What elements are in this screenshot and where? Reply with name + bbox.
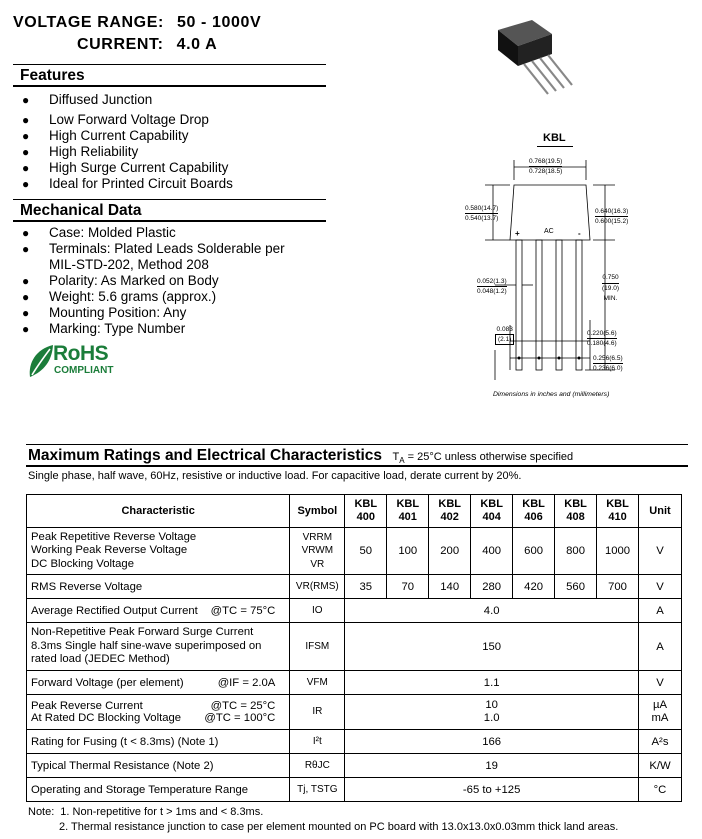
package-underline (537, 146, 573, 147)
col-part: KBL 400 (345, 495, 387, 528)
ratings-condition: $T_A = 25^\circ C$ unless otherwise specified (392, 451, 574, 466)
mechanical-list (20, 225, 320, 337)
list-item: ● Polarity: As Marked on Body (20, 273, 320, 289)
table-row: RMS Reverse Voltage VR(RMS) 35 70 140 280 420 560 700 V (27, 575, 682, 599)
package-name: KBL (543, 132, 566, 144)
features-bottom-rule (13, 85, 326, 87)
dim-bottom: 0.256(6.5) 0.236(6.0) (593, 355, 623, 372)
col-symbol: Symbol (290, 495, 345, 528)
leaf-icon (26, 343, 56, 379)
ac-marker: AC (544, 228, 554, 235)
current-line (77, 36, 217, 54)
table-row: Peak Repetitive Reverse Voltage Working Peak Reverse Voltage DC Blocking Voltage VRRM VRWM VR 50 100 200 400 600 800 1000 V (27, 528, 682, 575)
table-header-row (27, 495, 682, 528)
table-row: Forward Voltage (per element) @IF = 2.0A VFM 1.1 V (27, 671, 682, 695)
dim-pitch: 0.083 (2.1) (496, 326, 513, 343)
note-2: 2. Thermal resistance junction to case per element mounted on PC board with 13.0x13.0x0.03mm thick land areas. (59, 821, 619, 833)
dimension-drawing (455, 150, 655, 390)
dim-width: 0.768(19.5) 0.728(18.5) (529, 158, 563, 175)
list-item: ● Mounting Position: Any (20, 305, 320, 321)
col-part: KBL 402 (429, 495, 471, 528)
list-item: ● High Surge Current Capability (20, 160, 320, 176)
col-part: KBL 410 (597, 495, 639, 528)
mechanical-top-rule (13, 199, 326, 200)
list-item: ● High Current Capability (20, 128, 320, 144)
list-item: ● High Reliability (20, 144, 320, 160)
voltage-range-value: 50 - 1000V (176, 14, 262, 31)
plus-marker: + (515, 229, 520, 238)
voltage-range-label: VOLTAGE RANGE: (13, 14, 164, 31)
dim-right: 0.640(16.3) 0.600(15.2) (595, 208, 629, 225)
dim-length: 0.750 (19.0) MIN. (602, 274, 619, 302)
list-item: ● Case: Molded Plastic (20, 225, 320, 241)
features-list (20, 92, 320, 192)
voltage-range-line (13, 14, 261, 32)
table-row: Typical Thermal Resistance (Note 2) RθJC 19 K/W (27, 754, 682, 778)
table-row: Peak Reverse Current @TC = 25°C At Rated DC Blocking Voltage @TC = 100°C IR 10 1.0 µA mA (27, 695, 682, 730)
note-1: Note: 1. Non-repetitive for t > 1ms and < 8.3ms. (28, 806, 264, 818)
list-item: ● Weight: 5.6 grams (approx.) (20, 289, 320, 305)
list-item: ● Diffused Junction (20, 92, 320, 108)
minus-marker: - (578, 229, 581, 238)
dim-lead: 0.052(1.3) 0.048(1.2) (477, 278, 507, 295)
features-title: Features (20, 67, 85, 84)
col-part: KBL 401 (387, 495, 429, 528)
table-row: Average Rectified Output Current @TC = 75°C IO 4.0 A (27, 599, 682, 623)
ratings-heading (28, 447, 573, 465)
list-item-continuation: MIL-STD-202, Method 208 (49, 257, 209, 272)
table-row: Non-Repetitive Peak Forward Surge Current 8.3ms Single half sine-wave superimposed on rated load (JEDEC Method) IFSM 150 A (27, 623, 682, 671)
rohs-text: RoHS (53, 342, 109, 365)
dim-height: 0.580(14.7) 0.540(13.7) (465, 205, 499, 222)
col-characteristic: Characteristic (27, 495, 290, 528)
current-label: CURRENT: (77, 36, 164, 53)
col-part: KBL 404 (471, 495, 513, 528)
list-item: ● Marking: Type Number (20, 321, 320, 337)
package-image (490, 8, 590, 98)
list-item: ● Low Forward Voltage Drop (20, 112, 320, 128)
dim-spacing: 0.220(5.6) 0.180(4.6) (587, 330, 617, 347)
ratings-bottom-rule (26, 465, 688, 467)
list-item: ● Ideal for Printed Circuit Boards (20, 176, 320, 192)
mechanical-bottom-rule (13, 220, 326, 222)
ratings-top-rule (26, 444, 688, 445)
current-value: 4.0 A (176, 36, 218, 53)
features-top-rule (13, 64, 326, 65)
ratings-subtitle: Single phase, half wave, 60Hz, resistive or inductive load. For capacitive load, derate current by 20%. (28, 470, 522, 482)
table-row: Operating and Storage Temperature Range Tj, TSTG -65 to +125 °C (27, 778, 682, 802)
col-unit: Unit (639, 495, 682, 528)
rohs-logo (26, 343, 126, 379)
ratings-table (26, 494, 682, 802)
mechanical-title: Mechanical Data (20, 202, 142, 219)
ratings-title: Maximum Ratings and Electrical Characteristics (28, 447, 383, 464)
col-part: KBL 406 (513, 495, 555, 528)
dimension-caption: Dimensions in inches and (millimeters) (493, 391, 610, 398)
rohs-compliant-text: COMPLIANT (54, 365, 114, 376)
table-row: Rating for Fusing (t < 8.3ms) (Note 1) I²t 166 A²s (27, 730, 682, 754)
list-item: ● Terminals: Plated Leads Solderable per (20, 241, 320, 257)
col-part: KBL 408 (555, 495, 597, 528)
